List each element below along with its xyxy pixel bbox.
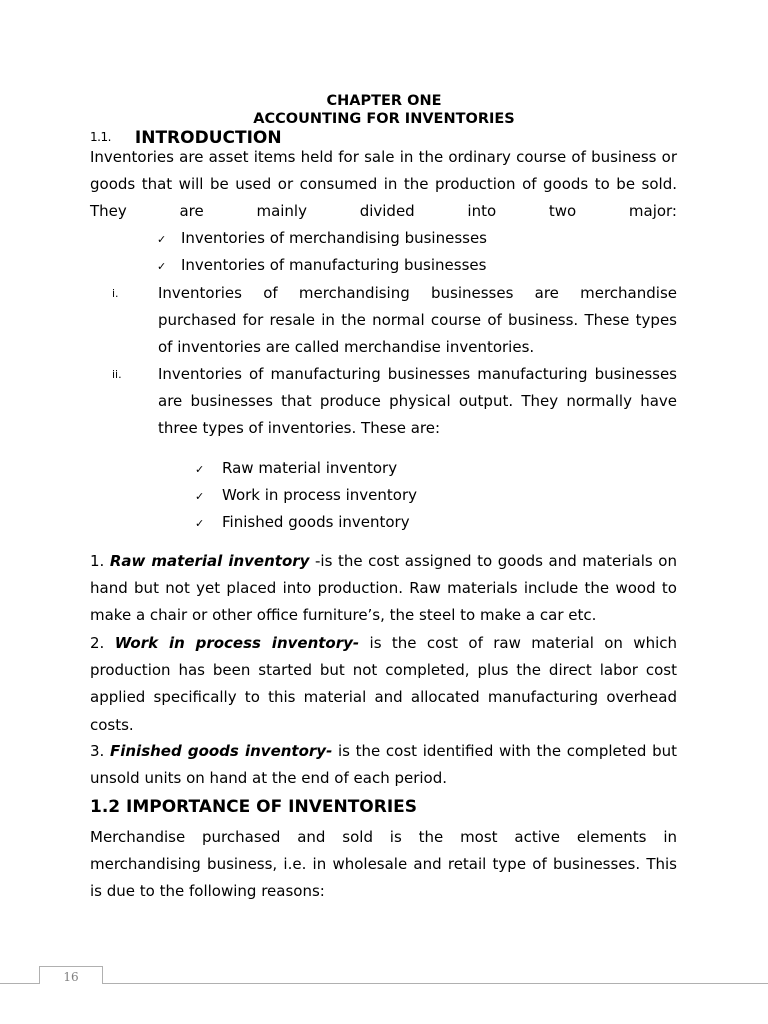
section-title: INTRODUCTION [134,128,282,148]
definition-paragraph [90,738,677,792]
item-text: Inventories of merchandising businesses are merchandise purchased for resale in the normal course of business. These types of inventories are called merchandise inventories. [158,284,677,357]
item-marker: i. [112,287,119,300]
definition-term: Raw material inventory [109,552,310,570]
checkmark-icon: ✓ [195,517,205,530]
item-text: Inventories of manufacturing businesses manufacturing businesses are businesses that produce physical output. They normally have three types of inventories. These are: [158,365,677,438]
chapter-title: ACCOUNTING FOR INVENTORIES [253,111,515,127]
chapter-number-title: CHAPTER ONE [326,93,442,109]
definition-text: is the cost identified with the completed but unsold units on hand at the end of each period. [90,742,677,788]
inventory-type-text: Raw material inventory [222,459,398,477]
checkmark-icon: ✓ [195,463,205,476]
checkmark-icon: ✓ [157,233,167,246]
checkmark-icon: ✓ [157,260,167,273]
inventory-type-text: Finished goods inventory [222,513,410,531]
importance-paragraph: Merchandise purchased and sold is the most active elements in merchandising business, i.e. in wholesale and retail type of businesses. This is due to the following reasons: [90,828,677,901]
section-number: 1.1. [90,130,111,144]
bullet-text: Inventories of merchandising businesses [181,229,487,247]
inventory-type-text: Work in process inventory [222,486,417,504]
inventory-type-item [195,455,397,482]
footer-divider [0,983,768,984]
bullet-text: Inventories of manufacturing businesses [181,256,487,274]
definition-number: 3. [90,742,110,760]
definition-term: Work in process inventory- [114,634,360,652]
inventory-type-item [195,482,417,509]
definition-paragraph [90,548,677,630]
inventory-type-item [195,509,410,536]
item-marker: ii. [112,368,122,381]
section-heading-importance: 1.2 IMPORTANCE OF INVENTORIES [90,797,418,817]
checkmark-icon: ✓ [195,490,205,503]
page-number: 16 [39,966,103,984]
definition-number: 2. [90,634,115,652]
definition-paragraph [90,630,677,739]
bullet-item [157,225,487,252]
bullet-item [157,252,486,279]
intro-paragraph: Inventories are asset items held for sale in the ordinary course of business or goods that will be used or consumed in the production of goods to be sold. They are mainly divided into two major: [90,148,677,221]
definition-term: Finished goods inventory- [109,742,333,760]
definition-number: 1. [90,552,110,570]
definition-text: is the cost of raw material on which production has been started but not completed, plus the direct labor cost applied specifically to this material and allocated manufacturing overhead costs. [90,634,678,734]
definition-text: -is the cost assigned to goods and materials on hand but not yet placed into production. Raw materials include the wood to make a chair or other office furniture’s, the steel to make a car etc. [90,552,677,625]
